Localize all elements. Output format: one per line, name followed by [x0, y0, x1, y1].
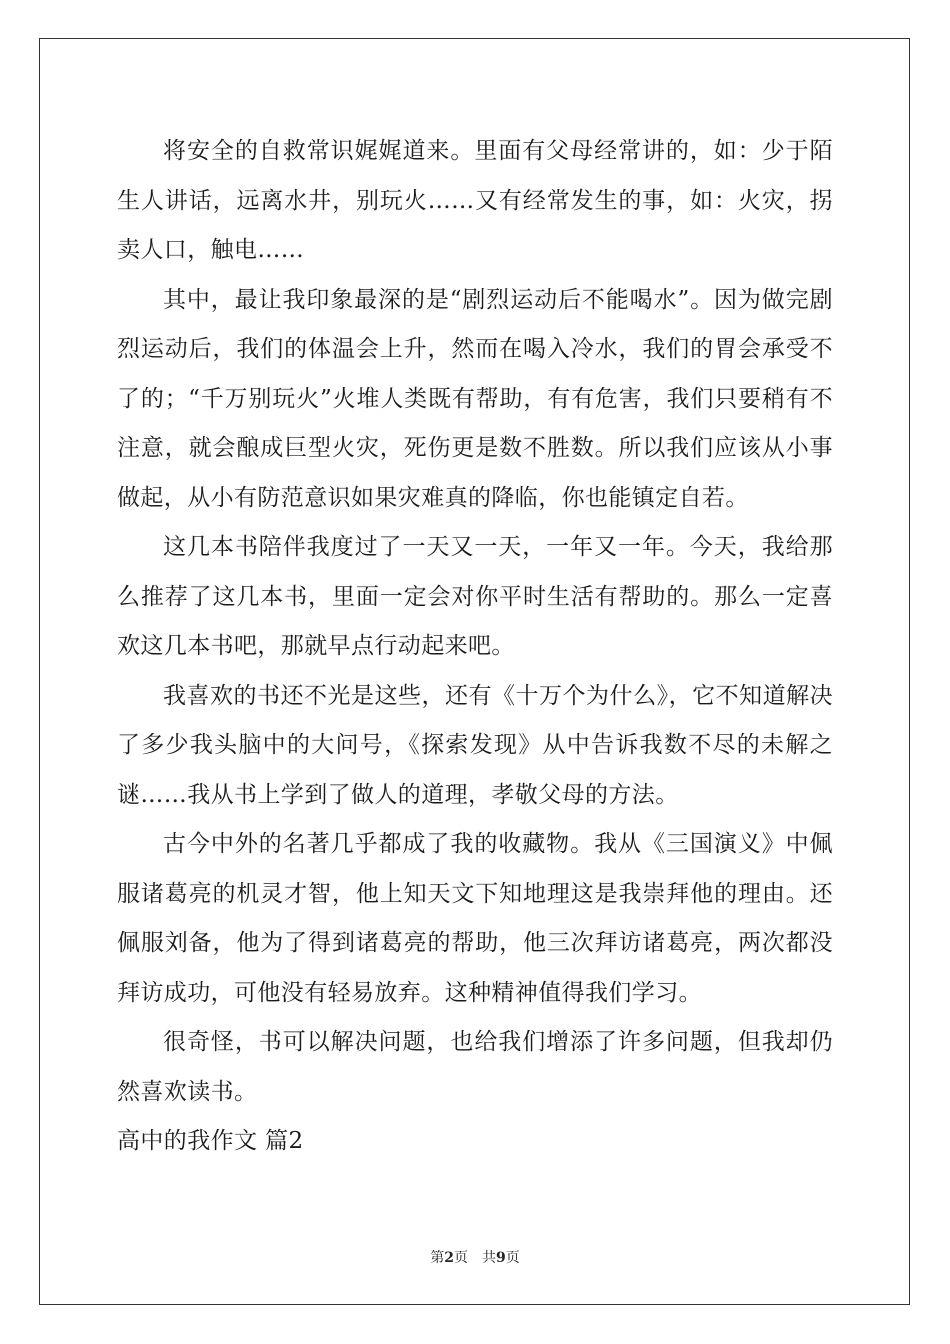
paragraph: 将安全的自救常识娓娓道来。里面有父母经常讲的，如：少于陌生人讲话，远离水井，别玩火……又有经常发生的事，如：火灾，拐卖人口，触电……	[117, 138, 833, 263]
paragraph: 古今中外的名著几乎都成了我的收藏物。我从《三国演义》中佩服诸葛亮的机灵才智，他上知天文下知地理这是我崇拜他的理由。还佩服刘备，他为了得到诸葛亮的帮助，他三次拜访诸葛亮，两次都没拜访成功，可他没有轻易放弃。这种精神值得我们学习。	[117, 831, 833, 1006]
current-page-number: 2	[444, 1250, 454, 1266]
page-prefix: 第	[430, 1250, 445, 1266]
paragraph: 我喜欢的书还不光是这些，还有《十万个为什么》，它不知道解决了多少我头脑中的大问号，《探索发现》从中告诉我数不尽的未解之谜……我从书上学到了做人的道理，孝敬父母的方法。	[117, 682, 833, 808]
section-heading: 高中的我作文 篇2	[117, 1128, 304, 1154]
total-suffix: 页	[505, 1250, 520, 1266]
page-footer	[0, 1247, 950, 1267]
page-suffix: 页	[454, 1250, 468, 1266]
document-body	[117, 127, 833, 1167]
paragraph: 这几本书陪伴我度过了一天又一天，一年又一年。今天，我给那么推荐了这几本书，里面一定会对你平时生活有帮助的。那么一定喜欢这几本书吧，那就早点行动起来吧。	[117, 534, 833, 659]
paragraph: 很奇怪，书可以解决问题，也给我们增添了许多问题，但我却仍然喜欢读书。	[117, 1029, 833, 1105]
total-pages-number: 9	[496, 1250, 506, 1266]
total-prefix: 共	[482, 1250, 496, 1266]
paragraph: 其中，最让我印象最深的是“剧烈运动后不能喝水”。因为做完剧烈运动后，我们的体温会上升，然而在喝入冷水，我们的胃会承受不了的；“千万别玩火”火堆人类既有帮助，有有危害，我们只要稍有不注意，就会酿成巨型火灾，死伤更是数不胜数。所以我们应该从小事做起，从小有防范意识如果灾难真的降临，你也能镇定自若。	[117, 286, 833, 511]
